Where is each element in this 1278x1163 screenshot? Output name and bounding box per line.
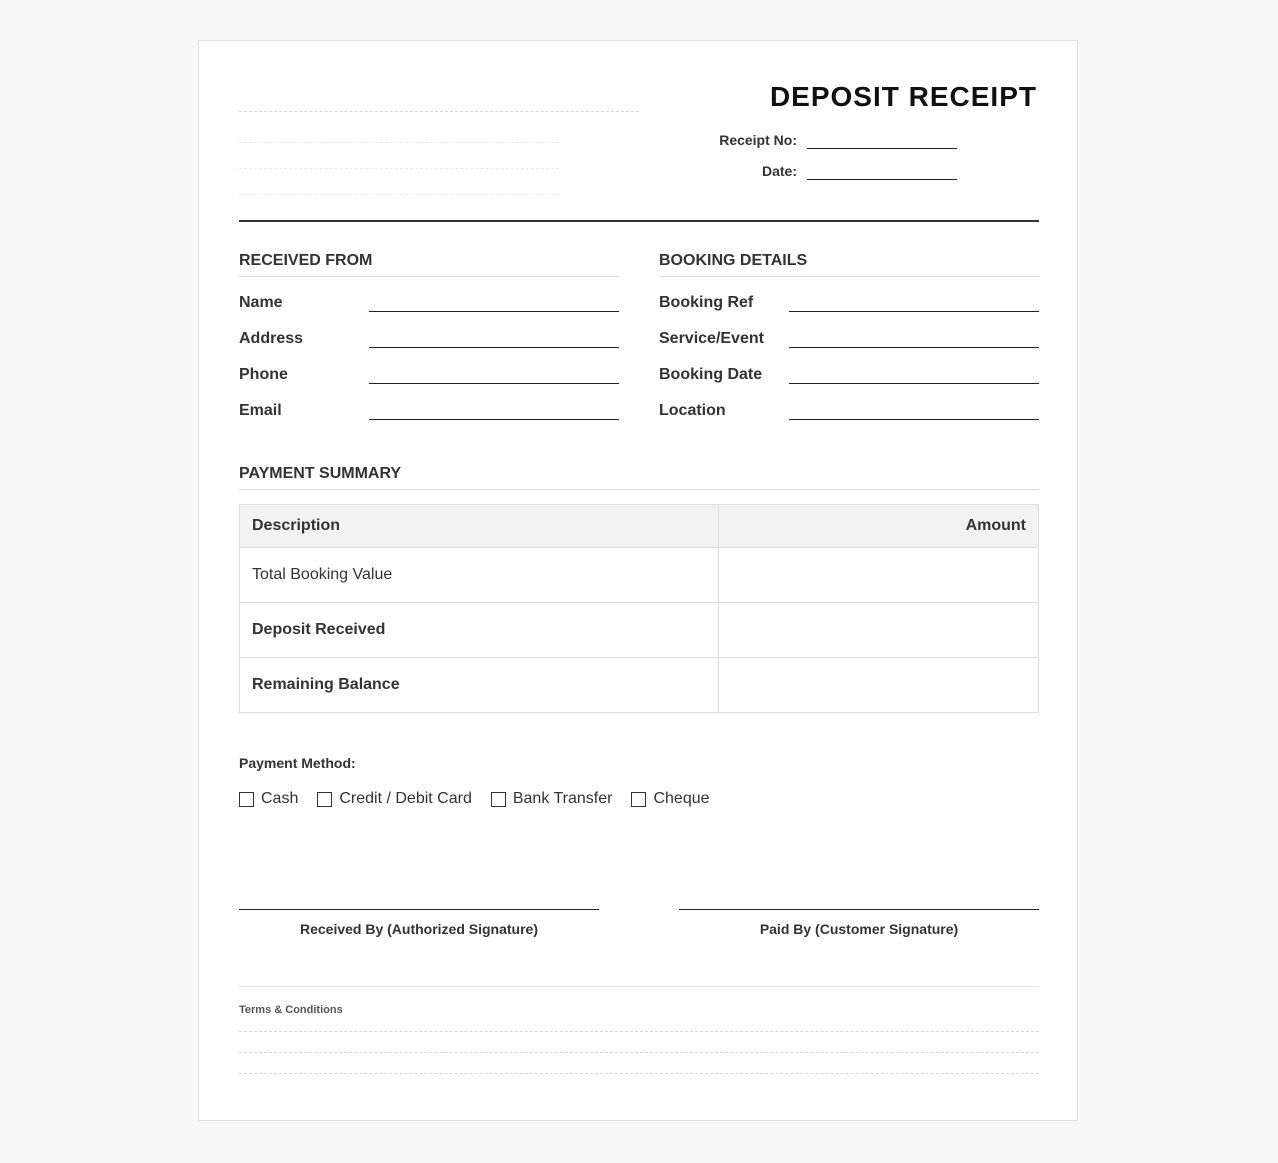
company-address-line-1 (239, 142, 559, 143)
remaining-balance-amount[interactable] (719, 658, 1039, 713)
address-label: Address (239, 330, 304, 347)
receipt-no-label: Receipt No: (719, 132, 797, 148)
bank-transfer-label: Bank Transfer (512, 790, 613, 807)
company-address-line-2 (239, 168, 559, 169)
booking-date-field[interactable] (789, 383, 1039, 384)
address-field[interactable] (369, 347, 619, 348)
deposit-received-label: Deposit Received (240, 603, 719, 658)
payment-option-cash[interactable] (239, 790, 298, 808)
booking-ref-field[interactable] (789, 311, 1039, 312)
page-title: DEPOSIT RECEIPT (769, 81, 1037, 112)
header-divider (239, 220, 1039, 222)
total-booking-value-label: Total Booking Value (240, 548, 719, 603)
payment-method-options (239, 790, 729, 808)
received-by-signature-line[interactable] (239, 909, 599, 910)
amount-header: Amount (719, 505, 1039, 548)
bank-transfer-checkbox[interactable] (491, 792, 506, 807)
name-field[interactable] (369, 311, 619, 312)
payment-option-bank-transfer[interactable] (491, 790, 613, 808)
booking-date-label: Booking Date (659, 366, 763, 383)
email-field[interactable] (369, 419, 619, 420)
cheque-checkbox[interactable] (631, 792, 646, 807)
location-label: Location (659, 402, 726, 419)
card-checkbox[interactable] (317, 792, 332, 807)
payment-option-card[interactable] (317, 790, 472, 808)
payment-summary-title: PAYMENT SUMMARY (239, 465, 1039, 490)
description-header: Description (240, 505, 719, 548)
paid-by-signature-line[interactable] (679, 909, 1039, 910)
paid-by-label: Paid By (Customer Signature) (759, 921, 959, 937)
terms-line-2 (239, 1052, 1039, 1053)
date-field[interactable] (807, 179, 957, 180)
email-label: Email (239, 402, 282, 419)
service-event-label: Service/Event (659, 330, 764, 347)
terms-line-1 (239, 1031, 1039, 1032)
payment-summary-table (239, 504, 1039, 713)
phone-field[interactable] (369, 383, 619, 384)
terms-line-3 (239, 1073, 1039, 1074)
booking-ref-label: Booking Ref (659, 294, 754, 311)
table-row (240, 658, 1039, 713)
company-name-line (239, 111, 639, 112)
phone-label: Phone (239, 366, 288, 383)
cash-checkbox[interactable] (239, 792, 254, 807)
card-label: Credit / Debit Card (339, 790, 472, 807)
received-by-label: Received By (Authorized Signature) (299, 921, 539, 937)
cheque-label: Cheque (653, 790, 710, 807)
company-contact-line (239, 194, 559, 195)
remaining-balance-label: Remaining Balance (240, 658, 719, 713)
location-field[interactable] (789, 419, 1039, 420)
terms-divider (239, 986, 1039, 987)
payment-option-cheque[interactable] (631, 790, 709, 808)
table-row (240, 548, 1039, 603)
booking-details-title: BOOKING DETAILS (659, 252, 1039, 277)
receipt-no-field[interactable] (807, 148, 957, 149)
table-row (240, 603, 1039, 658)
cash-label: Cash (261, 790, 299, 807)
service-event-field[interactable] (789, 347, 1039, 348)
deposit-received-amount[interactable] (719, 603, 1039, 658)
payment-method-label: Payment Method: (239, 755, 356, 771)
terms-title: Terms & Conditions (239, 1004, 343, 1016)
date-label: Date: (761, 163, 797, 179)
receipt-page (198, 40, 1078, 1121)
received-from-title: RECEIVED FROM (239, 252, 619, 277)
table-header-row (240, 505, 1039, 548)
name-label: Name (239, 294, 283, 311)
total-booking-value-amount[interactable] (719, 548, 1039, 603)
